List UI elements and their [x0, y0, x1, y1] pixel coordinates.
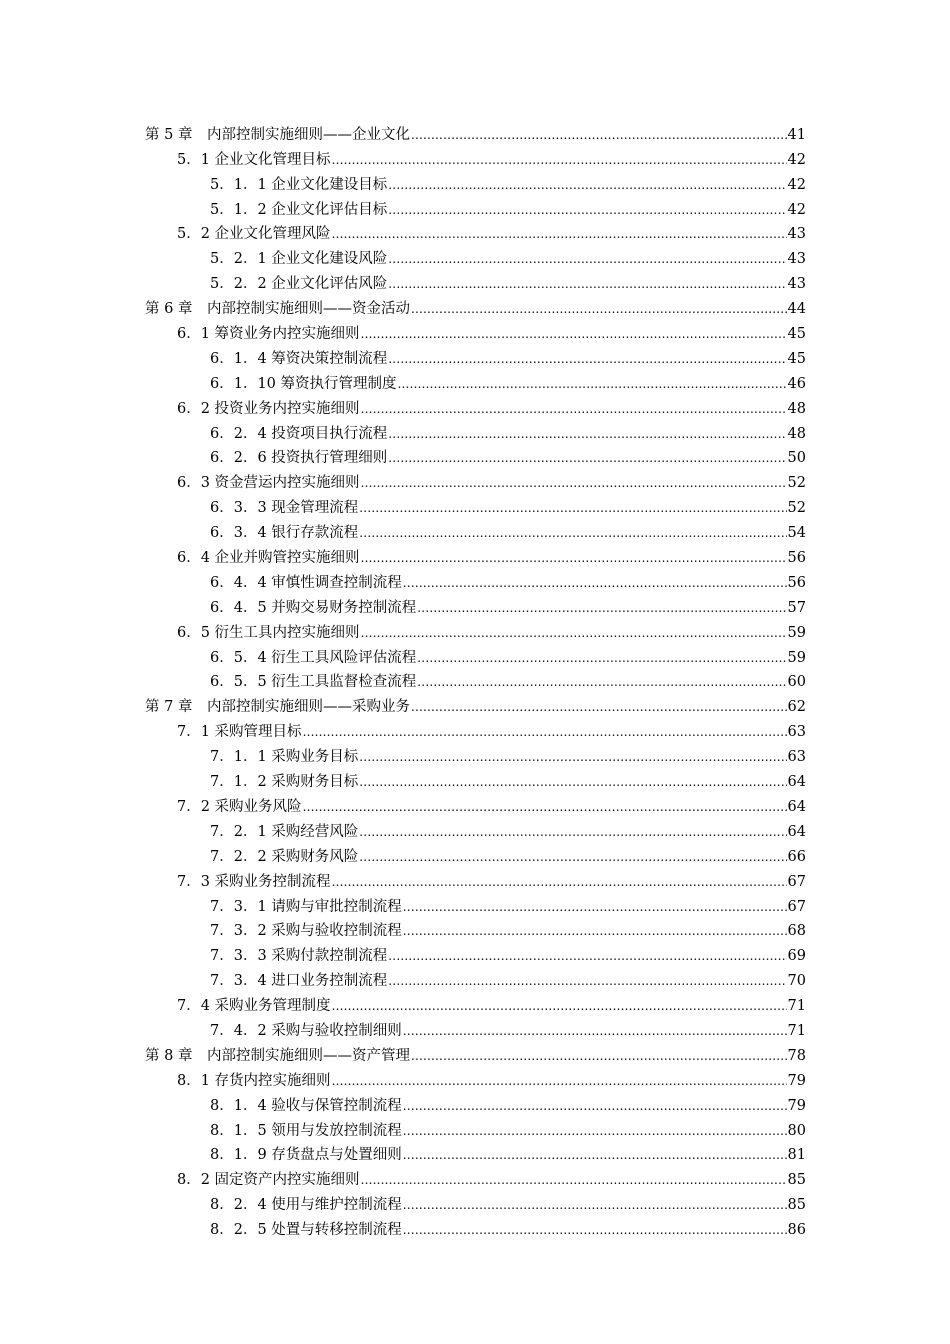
toc-entry-title: 5．1．2 企业文化评估目标: [210, 201, 388, 218]
dot-leader: [388, 201, 786, 219]
dot-leader: [303, 798, 787, 816]
dot-leader: [359, 773, 786, 791]
toc-page-number: 86: [787, 1222, 806, 1239]
toc-subsection-entry[interactable]: [0, 592, 806, 617]
toc-subsection-entry[interactable]: [0, 940, 806, 965]
toc-subsection-entry[interactable]: [0, 194, 806, 219]
toc-page-number: 79: [787, 1072, 806, 1089]
toc-entry-title: 8．2 固定资产内控实施细则: [177, 1172, 360, 1189]
toc-subsection-entry[interactable]: [0, 268, 806, 293]
dot-leader: [403, 574, 787, 592]
toc-section-entry[interactable]: [0, 990, 806, 1015]
toc-entry-title: 7．3．2 采购与验收控制流程: [210, 923, 402, 940]
toc-chapter-entry[interactable]: [0, 119, 806, 144]
dot-leader: [332, 997, 787, 1015]
toc-subsection-entry[interactable]: [0, 1090, 806, 1115]
dot-leader: [388, 947, 786, 965]
toc-entry-title: 7．3．1 请购与审批控制流程: [210, 898, 402, 915]
toc-section-entry[interactable]: [0, 617, 806, 642]
toc-subsection-entry[interactable]: [0, 492, 806, 517]
toc-entry-title: 6．4．5 并购交易财务控制流程: [210, 599, 417, 616]
toc-subsection-entry[interactable]: [0, 343, 806, 368]
toc-entry-title: 7．1 采购管理目标: [177, 724, 302, 741]
toc-page-number: 45: [787, 326, 806, 343]
toc-section-entry[interactable]: [0, 144, 806, 169]
toc-entry-title: 第 8 章 内部控制实施细则——资产管理: [145, 1047, 410, 1064]
toc-entry-title: 7．3 采购业务控制流程: [177, 873, 331, 890]
toc-page-number: 44: [787, 301, 806, 318]
toc-page-number: 85: [787, 1172, 806, 1189]
dot-leader: [332, 873, 787, 891]
toc-entry-title: 6．4．4 审慎性调查控制流程: [210, 574, 402, 591]
dot-leader: [361, 325, 787, 343]
toc-page-number: 85: [787, 1197, 806, 1214]
dot-leader: [403, 1022, 787, 1040]
toc-chapter-entry[interactable]: [0, 293, 806, 318]
toc-entry-title: 7．2．1 采购经营风险: [210, 823, 359, 840]
toc-page-number: 41: [787, 126, 806, 143]
dot-leader: [403, 1196, 787, 1214]
toc-chapter-entry[interactable]: [0, 1040, 806, 1065]
toc-entry-title: 5．1．1 企业文化建设目标: [210, 176, 388, 193]
toc-page-number: 63: [787, 724, 806, 741]
toc-page-number: 81: [787, 1147, 806, 1164]
toc-page-number: 80: [787, 1122, 806, 1139]
toc-page-number: 64: [787, 823, 806, 840]
dot-leader: [411, 126, 787, 144]
toc-page-number: 43: [787, 226, 806, 243]
toc-page-number: 42: [787, 151, 806, 168]
dot-leader: [359, 823, 786, 841]
toc-subsection-entry[interactable]: [0, 567, 806, 592]
toc-page-number: 50: [787, 450, 806, 467]
toc-entry-title: 6．2．6 投资执行管理细则: [210, 450, 388, 467]
toc-entry-title: 8．1．5 领用与发放控制流程: [210, 1122, 402, 1139]
toc-entry-title: 8．2．4 使用与维护控制流程: [210, 1197, 402, 1214]
toc-entry-title: 8．1 存货内控实施细则: [177, 1072, 331, 1089]
toc-subsection-entry[interactable]: [0, 916, 806, 941]
toc-section-entry[interactable]: [0, 219, 806, 244]
toc-page-number: 63: [787, 749, 806, 766]
toc-entry-title: 7．4 采购业务管理制度: [177, 998, 331, 1015]
toc-page-number: 79: [787, 1097, 806, 1114]
toc-section-entry[interactable]: [0, 866, 806, 891]
toc-entry-title: 5．2．1 企业文化建设风险: [210, 251, 388, 268]
toc-page-number: 59: [787, 624, 806, 641]
toc-subsection-entry[interactable]: [0, 667, 806, 692]
toc-page-number: 67: [787, 898, 806, 915]
toc-page-number: 59: [787, 649, 806, 666]
toc-page-number: 70: [787, 973, 806, 990]
toc-section-entry[interactable]: [0, 467, 806, 492]
toc-entry-title: 6．1．4 筹资决策控制流程: [210, 350, 388, 367]
toc-subsection-entry[interactable]: [0, 243, 806, 268]
dot-leader: [332, 151, 787, 169]
dot-leader: [361, 474, 787, 492]
toc-subsection-entry[interactable]: [0, 741, 806, 766]
dot-leader: [388, 275, 786, 293]
toc-entry-title: 7．2．2 采购财务风险: [210, 848, 359, 865]
toc-entry-title: 7．3．3 采购付款控制流程: [210, 948, 388, 965]
toc-page-number: 46: [787, 375, 806, 392]
dot-leader: [403, 1221, 787, 1239]
toc-entry-title: 6．5．5 衍生工具监督检查流程: [210, 674, 417, 691]
dot-leader: [411, 698, 787, 716]
dot-leader: [417, 673, 786, 691]
toc-page-number: 71: [787, 1022, 806, 1039]
dot-leader: [388, 250, 786, 268]
toc-section-entry[interactable]: [0, 1065, 806, 1090]
toc-entry-title: 5．1 企业文化管理目标: [177, 151, 331, 168]
toc-entry-title: 6．5．4 衍生工具风险评估流程: [210, 649, 417, 666]
dot-leader: [361, 624, 787, 642]
toc-page-number: 52: [787, 500, 806, 517]
toc-subsection-entry[interactable]: [0, 642, 806, 667]
toc-page-number: 66: [787, 848, 806, 865]
dot-leader: [403, 922, 787, 940]
toc-section-entry[interactable]: [0, 542, 806, 567]
toc-page-number: 56: [787, 574, 806, 591]
dot-leader: [411, 1047, 787, 1065]
toc-page-number: 45: [787, 350, 806, 367]
toc-entry-title: 8．1．9 存货盘点与处置细则: [210, 1147, 402, 1164]
dot-leader: [403, 1097, 787, 1115]
toc-entry-title: 6．3．4 银行存款流程: [210, 525, 359, 542]
toc-section-entry[interactable]: [0, 393, 806, 418]
toc-page-number: 68: [787, 923, 806, 940]
toc-page-number: 57: [787, 599, 806, 616]
dot-leader: [359, 499, 786, 517]
toc-entry-title: 5．2．2 企业文化评估风险: [210, 276, 388, 293]
toc-page-number: 64: [787, 774, 806, 791]
toc-entry-title: 6．1 筹资业务内控实施细则: [177, 326, 360, 343]
dot-leader: [388, 176, 786, 194]
toc-subsection-entry[interactable]: [0, 1140, 806, 1165]
toc-subsection-entry[interactable]: [0, 841, 806, 866]
toc-subsection-entry[interactable]: [0, 965, 806, 990]
table-of-contents: [0, 119, 950, 1239]
dot-leader: [403, 898, 787, 916]
toc-entry-title: 7．1．1 采购业务目标: [210, 749, 359, 766]
toc-page-number: 48: [787, 400, 806, 417]
dot-leader: [359, 524, 786, 542]
toc-page-number: 48: [787, 425, 806, 442]
toc-page-number: 78: [787, 1047, 806, 1064]
dot-leader: [388, 449, 786, 467]
toc-subsection-entry[interactable]: [0, 1115, 806, 1140]
toc-subsection-entry[interactable]: [0, 169, 806, 194]
toc-entry-title: 6．3 资金营运内控实施细则: [177, 475, 360, 492]
toc-page-number: 56: [787, 550, 806, 567]
toc-entry-title: 第 5 章 内部控制实施细则——企业文化: [145, 126, 410, 143]
toc-page-number: 52: [787, 475, 806, 492]
toc-section-entry[interactable]: [0, 318, 806, 343]
toc-entry-title: 6．3．3 现金管理流程: [210, 500, 359, 517]
toc-subsection-entry[interactable]: [0, 1214, 806, 1239]
toc-entry-title: 8．2．5 处置与转移控制流程: [210, 1222, 402, 1239]
toc-section-entry[interactable]: [0, 791, 806, 816]
toc-entry-title: 7．3．4 进口业务控制流程: [210, 973, 388, 990]
toc-entry-title: 第 6 章 内部控制实施细则——资金活动: [145, 301, 410, 318]
toc-page-number: 42: [787, 176, 806, 193]
dot-leader: [398, 375, 787, 393]
dot-leader: [361, 1171, 787, 1189]
dot-leader: [359, 748, 786, 766]
toc-page-number: 71: [787, 998, 806, 1015]
dot-leader: [332, 225, 787, 243]
toc-page-number: 60: [787, 674, 806, 691]
toc-entry-title: 6．1．10 筹资执行管理制度: [210, 375, 397, 392]
dot-leader: [417, 649, 786, 667]
toc-page-number: 42: [787, 201, 806, 218]
toc-subsection-entry[interactable]: [0, 1015, 806, 1040]
toc-entry-title: 7．4．2 采购与验收控制细则: [210, 1022, 402, 1039]
toc-entry-title: 6．4 企业并购管控实施细则: [177, 550, 360, 567]
dot-leader: [388, 972, 786, 990]
toc-page-number: 62: [787, 699, 806, 716]
dot-leader: [361, 549, 787, 567]
toc-entry-title: 8．1．4 验收与保管控制流程: [210, 1097, 402, 1114]
toc-entry-title: 7．2 采购业务风险: [177, 798, 302, 815]
toc-page-number: 67: [787, 873, 806, 890]
toc-subsection-entry[interactable]: [0, 816, 806, 841]
toc-section-entry[interactable]: [0, 1164, 806, 1189]
dot-leader: [411, 300, 787, 318]
dot-leader: [359, 848, 786, 866]
toc-entry-title: 5．2 企业文化管理风险: [177, 226, 331, 243]
toc-subsection-entry[interactable]: [0, 443, 806, 468]
toc-chapter-entry[interactable]: [0, 691, 806, 716]
toc-page-number: 43: [787, 276, 806, 293]
toc-subsection-entry[interactable]: [0, 1189, 806, 1214]
dot-leader: [417, 599, 786, 617]
toc-section-entry[interactable]: [0, 716, 806, 741]
dot-leader: [303, 723, 787, 741]
dot-leader: [388, 425, 786, 443]
toc-entry-title: 6．2．4 投资项目执行流程: [210, 425, 388, 442]
toc-page-number: 54: [787, 525, 806, 542]
toc-subsection-entry[interactable]: [0, 891, 806, 916]
dot-leader: [388, 350, 786, 368]
toc-subsection-entry[interactable]: [0, 766, 806, 791]
toc-subsection-entry[interactable]: [0, 368, 806, 393]
toc-subsection-entry[interactable]: [0, 418, 806, 443]
toc-page-number: 64: [787, 798, 806, 815]
toc-entry-title: 6．2 投资业务内控实施细则: [177, 400, 360, 417]
toc-entry-title: 6．5 衍生工具内控实施细则: [177, 624, 360, 641]
toc-page-number: 43: [787, 251, 806, 268]
toc-subsection-entry[interactable]: [0, 517, 806, 542]
dot-leader: [403, 1122, 787, 1140]
toc-entry-title: 7．1．2 采购财务目标: [210, 774, 359, 791]
toc-page-number: 69: [787, 948, 806, 965]
dot-leader: [332, 1072, 787, 1090]
toc-entry-title: 第 7 章 内部控制实施细则——采购业务: [145, 699, 410, 716]
dot-leader: [361, 400, 787, 418]
dot-leader: [403, 1146, 787, 1164]
